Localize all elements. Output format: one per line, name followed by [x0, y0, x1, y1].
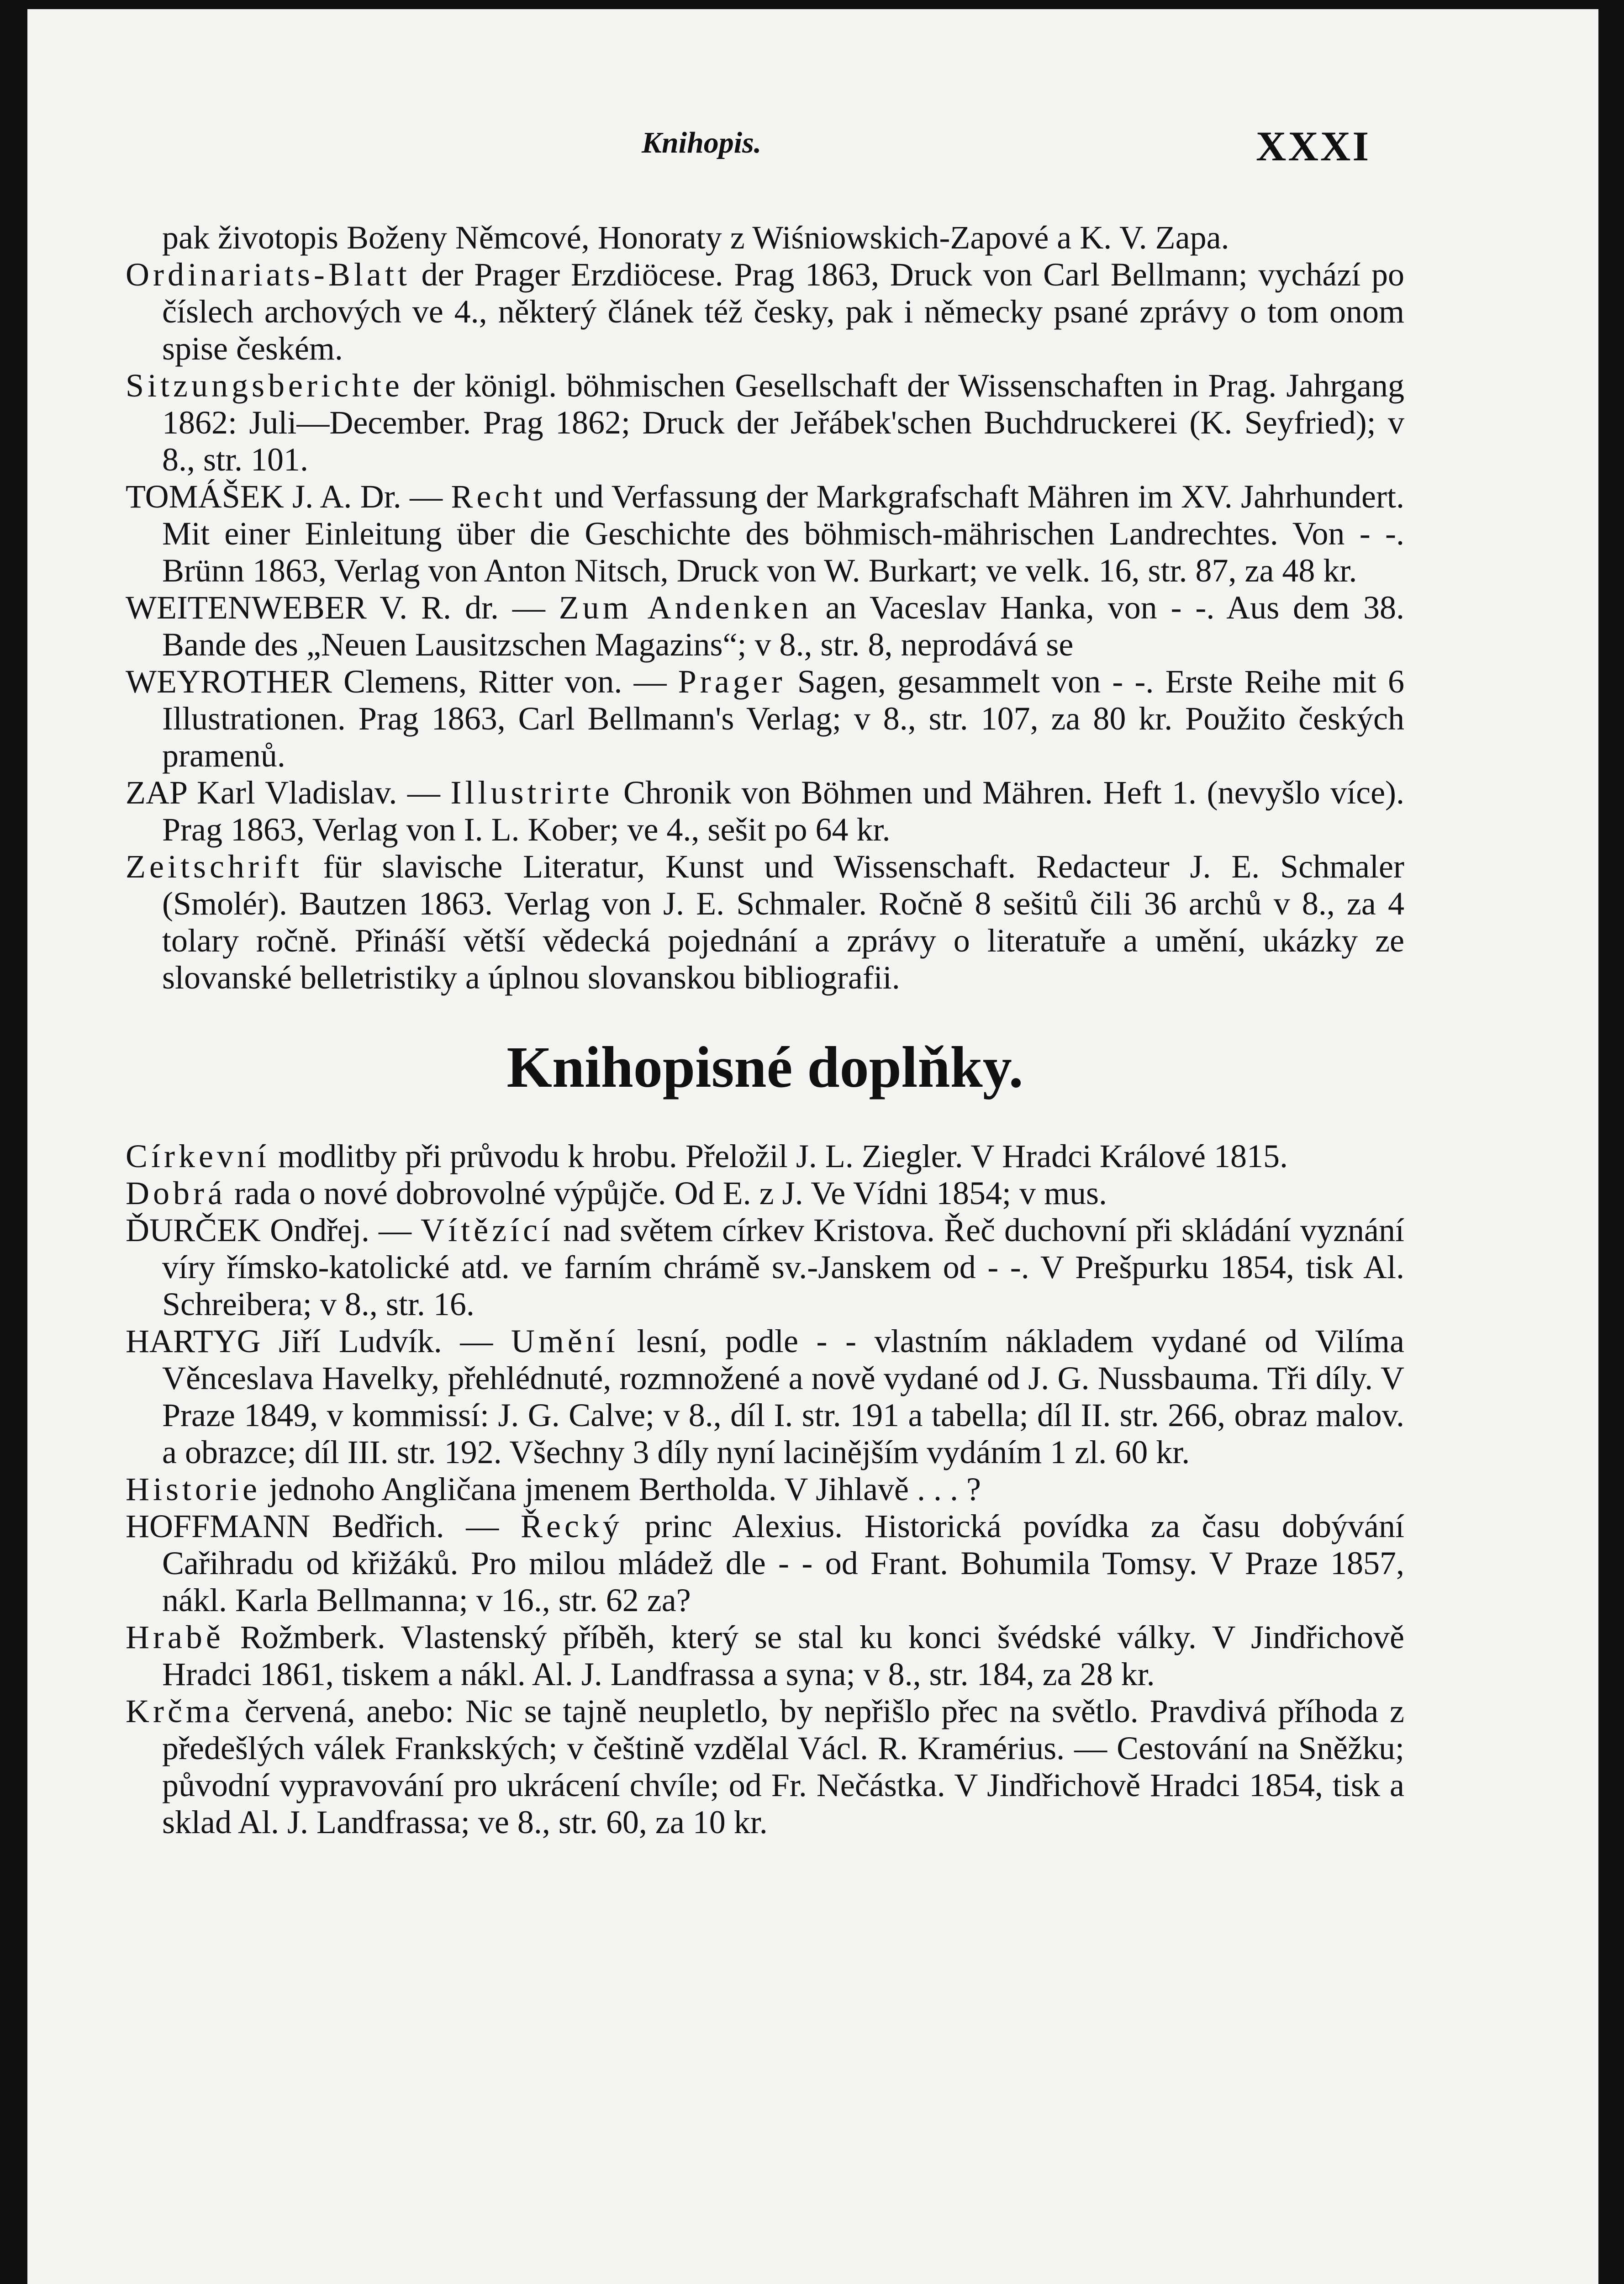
bibliography-entry	[126, 1508, 1404, 1619]
entry-author: HARTYG Jiří Ludvík. —	[126, 1323, 511, 1359]
entry-text: der königl. böhmischen Gesellschaft der Wissenschaften in Prag. Jahrgang 1862: Juli—December. Prag 1862; Druck der Jeřábek'schen Buchdruckerei (K. Seyfried); v 8., str. 101.	[162, 367, 1404, 478]
entry-text: Rožmberk. Vlastenský příběh, který se stal ku konci švédské války. V Jindřichově Hradci 1861, tiskem a nákl. Al. J. Landfrassa a syna; v 8., str. 184, za 28 kr.	[162, 1619, 1404, 1692]
page-body	[126, 219, 1404, 1841]
entry-text: jednoho Angličana jmenem Bertholda. V Jihlavě . . . ?	[260, 1471, 981, 1507]
entry-author: ZAP Karl Vladislav. —	[126, 774, 451, 811]
entry-title-lead: Krčma	[126, 1693, 233, 1729]
entry-author: ĎURČEK Ondřej. —	[126, 1212, 421, 1248]
running-title: Knihopis.	[642, 126, 762, 159]
entry-title-lead: Hrabě	[126, 1619, 224, 1655]
entry-title-lead: Dobrá	[126, 1175, 226, 1211]
entry-text: lesní, podle - - vlastním nákladem vydané od Vilíma Věnceslava Havelky, přehlédnuté, rozmnožené a nově vydané od J. G. Nussbauma. Tři díly. V Praze 1849, v kommissí: J. G. Calve; v 8., díl I. str. 191 a tabella; díl II. str. 266, obraz malov. a obrazce; díl III. str. 192. Všechny 3 díly nyní lacinějším vydáním 1 zl. 60 kr.	[162, 1323, 1405, 1470]
entry-text: für slavische Literatur, Kunst und Wissenschaft. Redacteur J. E. Schmaler (Smolér). Bautzen 1863. Verlag von J. E. Schmaler. Ročně 8 sešitů čili 36 archů v 8., za 4 tolary ročně. Přináší větší vědecká pojednání a zprávy o literatuře a umění, ukázky ze slovanské belletristiky a úplnou slovanskou bibliografii.	[162, 848, 1404, 996]
bibliography-entry	[126, 848, 1404, 996]
bibliography-entry	[126, 1471, 1404, 1508]
entry-title-lead: Zum Andenken	[559, 589, 812, 626]
entry-title-lead: Církevní	[126, 1138, 270, 1174]
bibliography-list-supplements	[126, 1138, 1404, 1841]
entry-title-lead: Zeitschrift	[126, 848, 303, 885]
bibliography-entry	[126, 1212, 1404, 1323]
entry-author: HOFFMANN Bedřich. —	[126, 1508, 521, 1544]
entry-title-lead: Vítězící	[421, 1212, 554, 1248]
entry-text: rada o nové dobrovolné výpůjče. Od E. z J. Ve Vídni 1854; v mus.	[226, 1175, 1107, 1211]
entry-author: TOMÁŠEK J. A. Dr. —	[126, 478, 451, 515]
entry-text: und Verfassung der Markgrafschaft Mähren im XV. Jahrhundert. Mit einer Einleitung über die Geschichte des böhmisch-mährischen Landrechtes. Von - -. Brünn 1863, Verlag von Anton Nitsch, Druck von W. Burkart; ve velk. 16, str. 87, za 48 kr.	[162, 478, 1404, 589]
bibliography-entry	[126, 1323, 1404, 1471]
entry-text: Sagen, gesammelt von - -. Erste Reihe mit 6 Illustrationen. Prag 1863, Carl Bellmann's Verlag; v 8., str. 107, za 80 kr. Použito českých pramenů.	[162, 663, 1404, 774]
entry-text: der Prager Erzdiöcese. Prag 1863, Druck von Carl Bellmann; vychází po číslech archových ve 4., některý článek též česky, pak i německy psané zprávy o tom onom spise českém.	[162, 256, 1404, 367]
entry-text: Chronik von Böhmen und Mähren. Heft 1. (nevyšlo více). Prag 1863, Verlag von I. L. Kober; ve 4., sešit po 64 kr.	[162, 774, 1405, 848]
page-number: XXXI	[1256, 123, 1371, 169]
bibliography-entry	[126, 1693, 1404, 1841]
entry-title-lead: Ordinariats-Blatt	[126, 256, 411, 293]
bibliography-entry	[126, 663, 1404, 774]
book-page	[27, 9, 1598, 2284]
entry-text: pak životopis Boženy Němcové, Honoraty z Wiśniowskich-Zapové a K. V. Zapa.	[162, 219, 1229, 256]
entry-text: an Vaceslav Hanka, von - -. Aus dem 38. Bande des „Neuen Lausitzschen Magazins“; v 8., str. 8, neprodává se	[162, 589, 1405, 663]
bibliography-entry	[126, 774, 1404, 848]
entry-title-lead: Prager	[678, 663, 786, 700]
bibliography-entry	[126, 1619, 1404, 1693]
entry-text: nad světem církev Kristova. Řeč duchovní při skládání vyznání víry římsko-katolické atd. ve farním chrámě sv.-Janskem od - -. V Prešpurku 1854, tisk Al. Schreibera; v 8., str. 16.	[162, 1212, 1404, 1322]
bibliography-entry	[126, 256, 1404, 367]
entry-author: WEITENWEBER V. R. dr. —	[126, 589, 559, 626]
entry-title-lead: Recht	[451, 478, 546, 515]
entry-text: modlitby při průvodu k hrobu. Přeložil J. L. Ziegler. V Hradci Králové 1815.	[269, 1138, 1288, 1174]
page-header	[27, 123, 1598, 176]
bibliography-entry	[126, 219, 1404, 256]
entry-text: princ Alexius. Historická povídka za času dobývání Cařihradu od křižáků. Pro milou mládež dle - - od Frant. Bohumila Tomsy. V Praze 1857, nákl. Karla Bellmanna; v 16., str. 62 za?	[162, 1508, 1404, 1618]
entry-title-lead: Řecký	[520, 1508, 623, 1544]
bibliography-entry	[126, 367, 1404, 478]
entry-title-lead: Umění	[511, 1323, 619, 1359]
bibliography-entry	[126, 478, 1404, 589]
bibliography-entry	[126, 1138, 1404, 1175]
bibliography-entry	[126, 1175, 1404, 1212]
entry-title-lead: Historie	[126, 1471, 261, 1507]
entry-author: WEYROTHER Clemens, Ritter von. —	[126, 663, 678, 700]
bibliography-list-top	[126, 219, 1404, 996]
entry-title-lead: Illustrirte	[450, 774, 613, 811]
bibliography-entry	[126, 589, 1404, 663]
section-heading: Knihopisné doplňky.	[506, 1035, 1023, 1100]
entry-title-lead: Sitzungsberichte	[126, 367, 403, 404]
entry-text: červená, anebo: Nic se tajně neupletlo, by nepřišlo přec na světlo. Pravdivá příhoda z předešlých válek Frankských; v češtině vzdělal Václ. R. Kramérius. — Cestování na Sněžku; původní vypravování pro ukrácení chvíle; od Fr. Nečástka. V Jindřichově Hradci 1854, tisk a sklad Al. J. Landfrassa; ve 8., str. 60, za 10 kr.	[162, 1693, 1404, 1840]
